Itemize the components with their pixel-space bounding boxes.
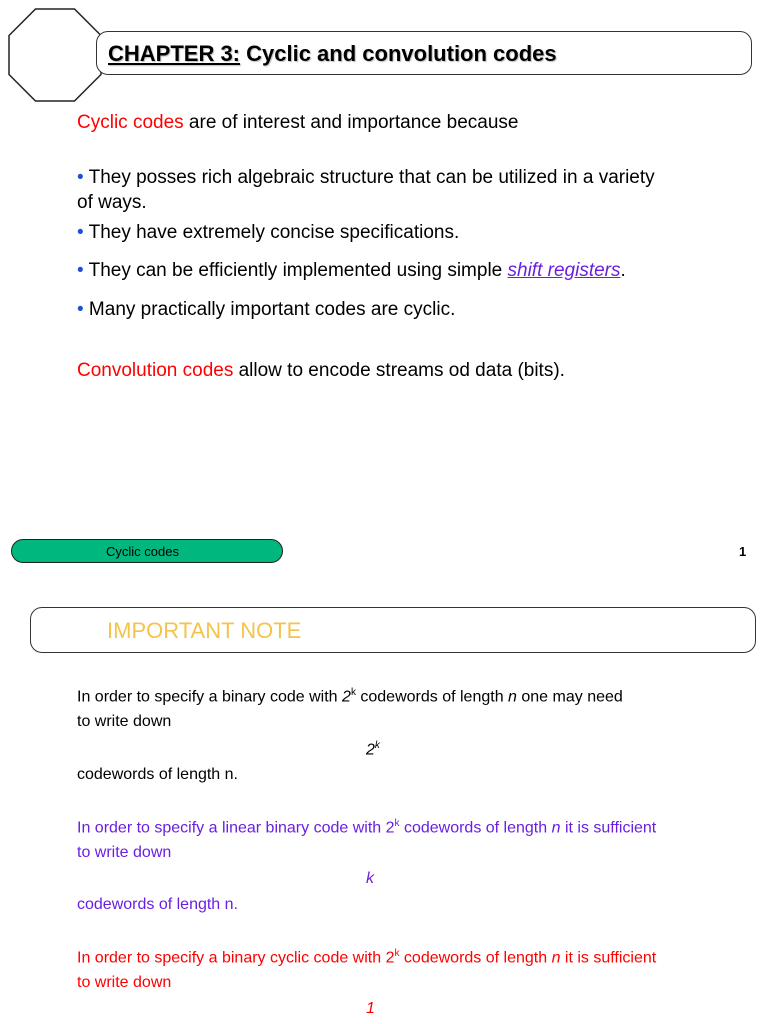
p1-line3: codewords of length n. <box>77 766 238 783</box>
note-title: IMPORTANT NOTE <box>107 618 302 643</box>
p2-pre: In order to specify a linear binary code with 2 <box>77 819 395 837</box>
bullet-2-text: They have extremely concise specifications. <box>83 222 460 243</box>
p1-pre: In order to specify a binary code with <box>77 688 343 706</box>
p3-mid: codewords of length <box>399 949 552 967</box>
title-chapter: CHAPTER 3: <box>108 41 241 66</box>
p1-post-pre: codewords of length <box>355 688 509 706</box>
p1-center <box>366 740 380 759</box>
bullet-2 <box>77 222 459 244</box>
p3-var: n <box>551 949 561 967</box>
bullet-3-text: They can be efficiently implemented using simple <box>83 260 508 281</box>
p1-base: 2 <box>342 688 351 706</box>
p2-line2: to write down <box>77 844 172 861</box>
p3-center: 1 <box>366 1000 375 1017</box>
intro-line <box>77 112 518 134</box>
p1-center-base: 2 <box>366 741 375 759</box>
shift-registers-link[interactable]: shift registers <box>507 260 621 281</box>
bullet-4 <box>77 299 455 321</box>
convolution-highlight: Convolution codes <box>77 360 234 381</box>
octagon-shape <box>8 8 102 102</box>
p1-center-exp: k <box>374 740 380 751</box>
p3-line2: to write down <box>77 974 172 991</box>
p1-line2: to write down <box>77 713 172 730</box>
p3-exp: k <box>394 948 400 959</box>
bullet-glyph: • <box>77 222 84 243</box>
intro-rest: are of interest and importance because <box>183 112 519 133</box>
bullet-3 <box>77 260 626 282</box>
bullet-1-cont: of ways. <box>77 192 147 213</box>
p2-post: it is sufficient <box>560 819 657 837</box>
footer-label: Cyclic codes <box>106 544 179 559</box>
bullet-1 <box>77 167 655 189</box>
intro-highlight: Cyclic codes <box>77 112 184 133</box>
bullet-glyph: • <box>77 167 84 188</box>
p1-line1 <box>77 687 623 706</box>
p3-pre: In order to specify a binary cyclic code with 2 <box>77 949 395 967</box>
p2-center: k <box>366 870 374 887</box>
slide-title <box>108 41 557 67</box>
convolution-line <box>77 360 565 382</box>
bullet-1-text: They posses rich algebraic structure that can be utilized in a variety <box>83 167 655 188</box>
p2-line1 <box>77 818 656 837</box>
p3-line1 <box>77 948 656 967</box>
p2-mid: codewords of length <box>399 819 552 837</box>
p2-line3: codewords of length n. <box>77 896 238 913</box>
page-number: 1 <box>739 544 747 559</box>
p3-post: it is sufficient <box>560 949 657 967</box>
p1-post: one may need <box>516 688 623 706</box>
bullet-glyph: • <box>77 299 84 320</box>
p2-exp: k <box>394 818 400 829</box>
convolution-rest: allow to encode streams od data (bits). <box>233 360 565 381</box>
bullet-glyph: • <box>77 260 84 281</box>
p1-var: n <box>508 688 517 706</box>
p2-var: n <box>551 819 561 837</box>
bullet-4-text: Many practically important codes are cyclic. <box>83 299 456 320</box>
bullet-3-post: . <box>620 260 626 281</box>
p1-exp: k <box>350 687 356 698</box>
title-rest: Cyclic and convolution codes <box>240 41 557 66</box>
